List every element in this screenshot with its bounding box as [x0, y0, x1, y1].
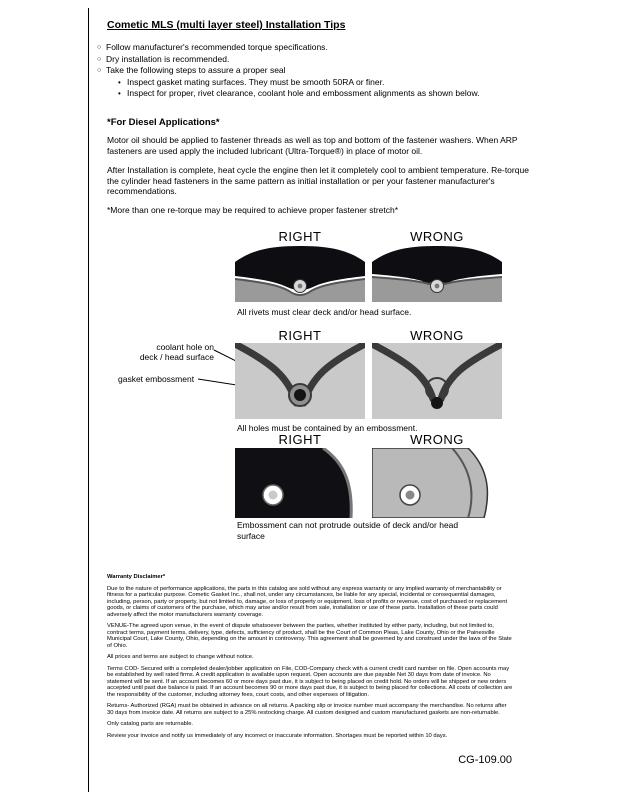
embossment-right-figure [235, 343, 365, 419]
left-margin-rule [88, 8, 89, 792]
protrusion-wrong-figure [372, 448, 502, 518]
right-label: RIGHT [278, 229, 322, 244]
tip-text: Inspect gasket mating surfaces. They must be smooth 50RA or finer. [127, 76, 385, 87]
legal-paragraph: Terms COD- Secured with a completed dealer/jobber application on File, COD-Company check with a current credit card number on file. Open accounts may be established by well rated firms. A credit application is available upon request. Open accounts are due payable Net 30 days from date of invoice. No statement will be sent. If an account becomes 60 or more days past due, it is subject to being placed on credit hold. No orders will be shipped or new orders accepted until past due balance is paid. If an account becomes 90 or more days past due, it is subject to being placed for collections. All costs of collection are the responsibility of the customer, including attorney fees, court costs, and other expenses of litigation. [107, 665, 513, 698]
legal-paragraph: All prices and terms are subject to change without notice. [107, 654, 254, 660]
document-code: CG-109.00 [458, 754, 512, 766]
list-item [118, 88, 479, 100]
diesel-applications-heading: *For Diesel Applications* [107, 117, 220, 128]
callout-line-2: deck / head surface [139, 352, 214, 362]
callout-line-1: coolant hole on [156, 342, 214, 352]
dot-bullet-icon: • [118, 77, 121, 87]
installation-tips-list [97, 42, 479, 100]
page-title: Cometic MLS (multi layer steel) Installation Tips [107, 19, 346, 31]
dot-bullet-icon: • [118, 89, 121, 98]
wrong-label: WRONG [410, 229, 464, 244]
legal-paragraph: VENUE-The agreed upon venue, in the event of dispute whatsoever between the parties, whether instituted by either party, including, but not limited to, contract terms, payment terms, delivery, type, defects, sufficiency of product, shall be the Court of Common Pleas, Lake County, Ohio or the Painesville Municipal Court, Lake County, Ohio, depending on the amount in controversy. This agreement shall be governed by and construed under the laws of the State of Ohio. [107, 623, 512, 649]
rivet-right-figure [235, 246, 365, 302]
embossment-wrong-figure [372, 343, 502, 419]
tip-text: Take the following steps to assure a proper seal [106, 65, 286, 75]
figure-caption: All rivets must clear deck and/or head surface. [237, 307, 412, 317]
tip-text: Inspect for proper, rivet clearance, coolant hole and embossment alignments as shown below. [127, 88, 480, 98]
wrong-label: WRONG [410, 328, 464, 343]
figure-caption: Embossment can not protrude outside of deck and/or head surface [237, 520, 459, 541]
right-label: RIGHT [278, 328, 322, 343]
figure-caption: All holes must be contained by an embossment. [237, 423, 418, 433]
tip-text: Follow manufacturer's recommended torque specifications. [106, 42, 328, 52]
list-item [97, 42, 479, 54]
callout-gasket-embossment: gasket embossment [118, 374, 195, 384]
list-item [97, 54, 479, 66]
rivet-wrong-figure [372, 246, 502, 302]
legal-paragraph: Due to the nature of performance applications, the parts in this catalog are sold without any express warranty or any implied warranty of merchantability or fitness for a particular purpose. Cometic Gasket Inc., shall not, under any circumstances, be liable for any special, incidental or consequential damages, including, person, party or property, but not limited to, damage, or loss of property or equipment, loss of profits or revenue, cost of purchased or replacement goods, or claims of customers of the purchase, which may arise and/or result from sale, installation or use of these parts. Installation of these parts could adversely affect the motor manufacturers warranty coverage. [107, 585, 508, 618]
list-item [118, 77, 479, 89]
legal-paragraph: Returns- Authorized (RGA) must be obtained in advance on all returns. A packing slip or invoice number must accompany the merchandise. No returns after 30 days from invoice date. All returns are subject to a 25% restocking charge. All custom designed and custom manufactured gaskets are non-returnable. [107, 703, 507, 716]
circle-bullet-icon: ○ [97, 67, 102, 74]
legal-paragraph: Review your invoice and notify us immediately of any incorrect or inaccurate information. Shortages must be reported within 10 days. [107, 732, 448, 739]
legal-text-block [107, 574, 513, 739]
right-label: RIGHT [278, 432, 322, 447]
circle-bullet-icon: ○ [97, 55, 102, 63]
circle-bullet-icon: ○ [97, 44, 102, 51]
warranty-disclaimer-heading: Warranty Disclaimer* [107, 574, 166, 580]
legal-paragraph: Only catalog parts are returnable. [107, 721, 194, 727]
paragraph-heat-cycle: After Installation is complete, heat cycle the engine then let it completely cool to ambient temperature. Re-torque the cylinder head fasteners in the same pattern as initial installation or per your fastener manufacturer's recommendations. [107, 165, 529, 196]
paragraph-retorque-note: *More than one re-torque may be required to achieve proper fastener stretch* [107, 205, 399, 215]
protrusion-right-figure [235, 448, 365, 518]
tip-text: Dry installation is recommended. [106, 53, 230, 64]
wrong-label: WRONG [410, 432, 464, 447]
list-item [97, 65, 479, 77]
paragraph-motor-oil: Motor oil should be applied to fastener threads as well as top and bottom of the fastener washers. When ARP fasteners are used apply the included lubricant (Ultra-Torque®) in place of motor oil. [107, 135, 518, 156]
